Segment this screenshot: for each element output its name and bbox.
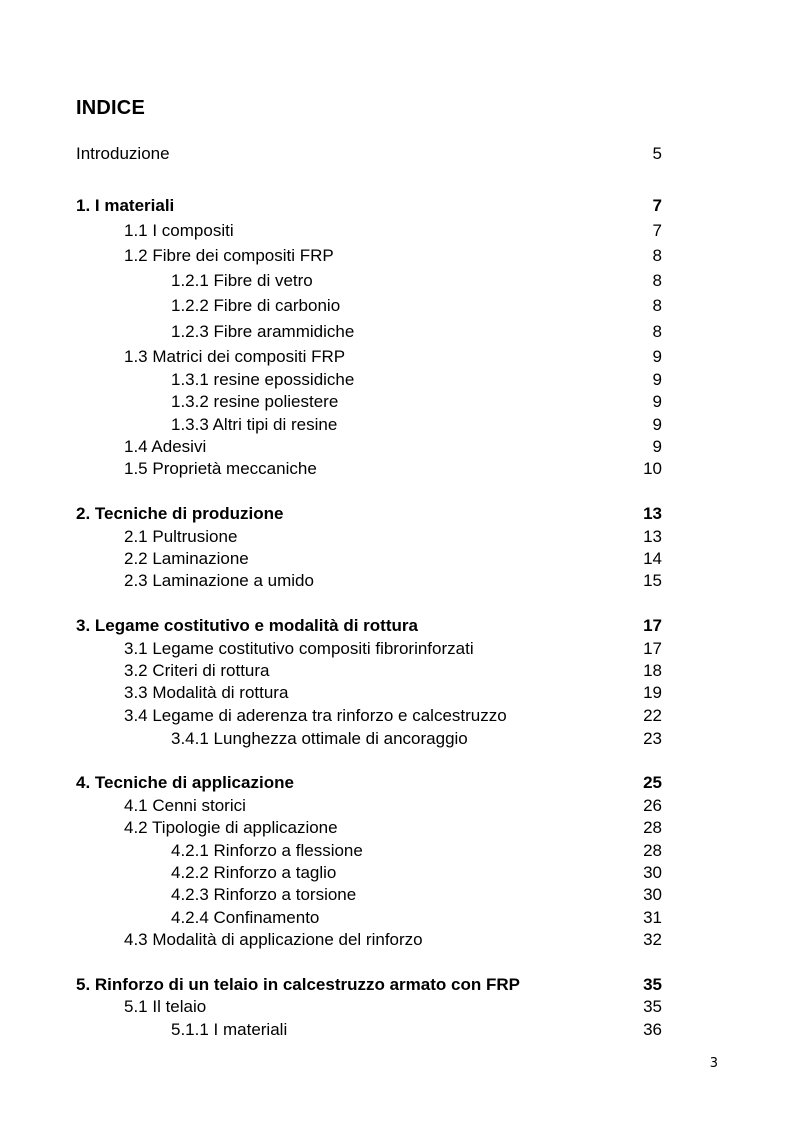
toc-entry-page: 13 (643, 527, 662, 546)
toc-entry-page: 30 (643, 885, 662, 904)
toc-entry (0, 615, 794, 637)
toc-entry (0, 369, 794, 391)
toc-entry-page: 9 (652, 415, 662, 434)
toc-entry-title: 3.4 Legame di aderenza tra rinforzo e calcestruzzo (124, 706, 507, 725)
toc-entry-title: 1.3.2 resine poliestere (171, 392, 339, 411)
toc-entry-title: 1.1 I compositi (124, 221, 234, 240)
toc-entry (0, 414, 794, 436)
toc-entry-page: 19 (643, 683, 662, 702)
toc-entry (0, 220, 794, 242)
toc-entry (0, 996, 794, 1018)
toc-entry-page: 14 (643, 549, 662, 568)
toc-entry (0, 907, 794, 929)
toc-entry-title: 4.2.3 Rinforzo a torsione (171, 885, 357, 904)
toc-entry-page: 7 (652, 221, 662, 240)
toc-entry-page: 7 (652, 196, 662, 215)
toc-entry-title: 2. Tecniche di produzione (76, 504, 284, 523)
toc-entry-page: 26 (643, 796, 662, 815)
toc-entry (0, 705, 794, 727)
toc-entry-title: 3.4.1 Lunghezza ottimale di ancoraggio (171, 729, 468, 748)
toc-entry-title: 3.3 Modalità di rottura (124, 683, 289, 702)
toc-entry-page: 35 (643, 975, 662, 994)
toc-entry-title: 1.3 Matrici dei compositi FRP (124, 347, 346, 366)
toc-entry-page: 28 (643, 818, 662, 837)
toc-entry-page: 25 (643, 773, 662, 792)
toc-entry-title: 2.1 Pultrusione (124, 527, 238, 546)
toc-entry-title: 1. I materiali (76, 196, 175, 215)
toc-entry-title: Introduzione (76, 144, 170, 163)
toc-entry-page: 18 (643, 661, 662, 680)
toc-entry-title: 4.1 Cenni storici (124, 796, 246, 815)
toc-entry-page: 36 (643, 1020, 662, 1039)
toc-entry (0, 817, 794, 839)
toc-entry (0, 728, 794, 750)
toc-entry-title: 3. Legame costitutivo e modalità di rottura (76, 616, 418, 635)
toc-entry-title: 1.2.1 Fibre di vetro (171, 271, 313, 290)
toc-entry (0, 862, 794, 884)
toc-entry-page: 23 (643, 729, 662, 748)
toc-entry (0, 795, 794, 817)
toc-entry-title: 4.2.4 Confinamento (171, 908, 320, 927)
toc-entry (0, 526, 794, 548)
toc-entry-title: 1.2 Fibre dei compositi FRP (124, 246, 334, 265)
toc-entry (0, 638, 794, 660)
toc-entry-title: 1.4 Adesivi (124, 437, 207, 456)
toc-entry-title: 5. Rinforzo di un telaio in calcestruzzo armato con FRP (76, 975, 520, 994)
toc-entry-page: 8 (652, 271, 662, 290)
toc-entry (0, 682, 794, 704)
toc-entry (0, 1019, 794, 1041)
toc-entry-page: 8 (652, 246, 662, 265)
toc-entry-title: 2.2 Laminazione (124, 549, 249, 568)
toc-entry (0, 346, 794, 368)
toc-entry-page: 35 (643, 997, 662, 1016)
toc-entry (0, 974, 794, 996)
toc-entry (0, 270, 794, 292)
toc-entry (0, 884, 794, 906)
toc-entry-title: 4.2 Tipologie di applicazione (124, 818, 338, 837)
toc-entry-title: 1.2.2 Fibre di carbonio (171, 296, 341, 315)
toc-entry (0, 570, 794, 592)
toc-entry-title: 4.2.1 Rinforzo a flessione (171, 841, 363, 860)
toc-entry-page: 31 (643, 908, 662, 927)
toc-entry (0, 458, 794, 480)
toc-entry-page: 9 (652, 392, 662, 411)
toc-entry (0, 391, 794, 413)
toc-entry-title: 3.1 Legame costitutivo compositi fibrorinforzati (124, 639, 474, 658)
toc-entry (0, 321, 794, 343)
toc-entry-page: 17 (643, 616, 662, 635)
toc-entry (0, 929, 794, 951)
toc-entry-page: 17 (643, 639, 662, 658)
toc-entry-page: 9 (652, 347, 662, 366)
toc-entry-page: 9 (652, 437, 662, 456)
toc-entry (0, 503, 794, 525)
toc-entry-page: 10 (643, 459, 662, 478)
toc-entry-title: 1.5 Proprietà meccaniche (124, 459, 317, 478)
toc-entry (0, 660, 794, 682)
toc-entry-title: 3.2 Criteri di rottura (124, 661, 270, 680)
toc-entry (0, 295, 794, 317)
toc-entry-title: 4.2.2 Rinforzo a taglio (171, 863, 337, 882)
toc-entry-title: 1.2.3 Fibre arammidiche (171, 322, 355, 341)
toc-entry-page: 8 (652, 296, 662, 315)
page-number: 3 (709, 1056, 718, 1071)
toc-entry (0, 195, 794, 217)
toc-entry-page: 9 (652, 370, 662, 389)
toc-entry-page: 28 (643, 841, 662, 860)
toc-entry-title: 5.1.1 I materiali (171, 1020, 288, 1039)
toc-entry (0, 772, 794, 794)
toc-entry-page: 5 (652, 144, 662, 163)
page-title: INDICE (76, 97, 145, 119)
toc-entry-page: 8 (652, 322, 662, 341)
toc-entry-page: 32 (643, 930, 662, 949)
toc-entry (0, 245, 794, 267)
toc-entry (0, 436, 794, 458)
toc-entry-title: 4. Tecniche di applicazione (76, 773, 294, 792)
toc-entry (0, 143, 794, 165)
toc-entry-page: 15 (643, 571, 662, 590)
toc-entry-title: 2.3 Laminazione a umido (124, 571, 314, 590)
toc-entry-page: 13 (643, 504, 662, 523)
toc-entry-page: 22 (643, 706, 662, 725)
toc-entry-title: 1.3.1 resine epossidiche (171, 370, 355, 389)
toc-entry-title: 4.3 Modalità di applicazione del rinforzo (124, 930, 423, 949)
toc-entry (0, 840, 794, 862)
toc-entry-page: 30 (643, 863, 662, 882)
toc-entry (0, 548, 794, 570)
toc-entry-title: 5.1 Il telaio (124, 997, 207, 1016)
toc-entry-title: 1.3.3 Altri tipi di resine (171, 415, 338, 434)
